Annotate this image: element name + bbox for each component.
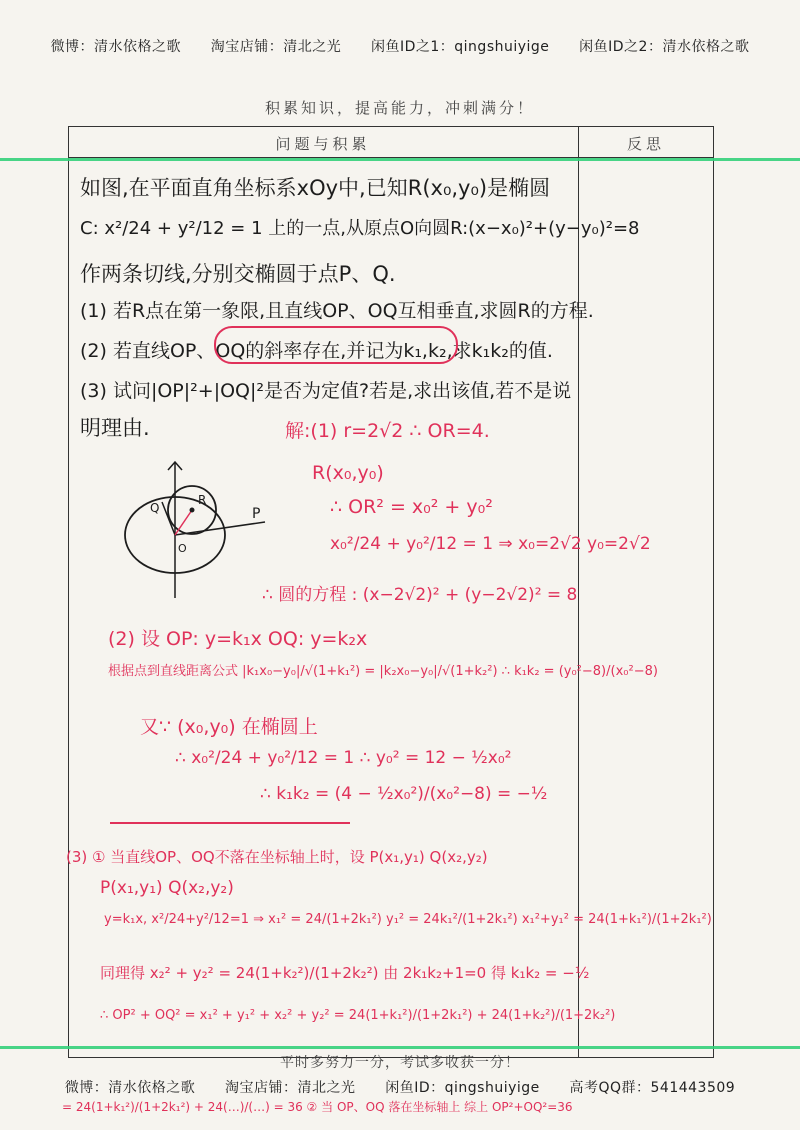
solution-line-4: x₀²/24 + y₀²/12 = 1 ⇒ x₀=2√2 y₀=2√2 xyxy=(330,534,651,554)
solution-line-14: 同理得 x₂² + y₂² = 24(1+k₂²)/(1+2k₂²) 由 2k₁k₂+1=0 得 k₁k₂ = −½ xyxy=(100,964,590,982)
green-highlight-line xyxy=(0,1046,800,1049)
solution-line-10: ∴ k₁k₂ = (4 − ½x₀²)/(x₀²−8) = −½ xyxy=(260,784,548,804)
solution-line-7: 根据点到直线距离公式 |k₁x₀−y₀|/√(1+k₁²) = |k₂x₀−y₀|/√(1+k₂²) ∴ k₁k₂ = (y₀²−8)/(x₀²−8) xyxy=(108,664,658,679)
solution-line-12: P(x₁,y₁) Q(x₂,y₂) xyxy=(100,878,234,898)
footer-motto: 平时多努力一分，考试多收获一分！ xyxy=(280,1055,520,1071)
problem-line-1: 如图,在平面直角坐标系xOy中,已知R(x₀,y₀)是椭圆 xyxy=(80,176,551,200)
problem-line-3: 作两条切线,分别交椭圆于点P、Q. xyxy=(80,262,396,286)
solution-line-5: ∴ 圆的方程 : (x−2√2)² + (y−2√2)² = 8 xyxy=(262,585,578,605)
label-p: P xyxy=(252,506,261,522)
label-r: R xyxy=(198,493,207,507)
solution-line-15: ∴ OP² + OQ² = x₁² + y₁² + x₂² + y₂² = 24(1+k₁²)/(1+2k₁²) + 24(1+k₂²)/(1+2k₂²) xyxy=(100,1008,616,1023)
column-header-reflection: 反思 xyxy=(626,135,665,153)
strikethrough-mark xyxy=(110,822,350,824)
label-q: Q xyxy=(150,501,160,515)
solution-line-2: R(x₀,y₀) xyxy=(312,462,384,484)
solution-line-11: (3) ① 当直线OP、OQ不落在坐标轴上时，设 P(x₁,y₁) Q(x₂,y₂) xyxy=(66,848,488,866)
solution-line-3: ∴ OR² = x₀² + y₀² xyxy=(330,496,493,518)
problem-line-2: C: x²/24 + y²/12 = 1 上的一点,从原点O向圆R:(x−x₀)²+(y−y₀)²=8 xyxy=(80,218,640,239)
highlight-ellipse xyxy=(214,326,458,364)
page-motto: 积累知识，提高能力，冲刺满分！ xyxy=(264,99,535,117)
table-header-row xyxy=(68,126,714,158)
problem-part-1: (1) 若R点在第一象限,且直线OP、OQ互相垂直,求圆R的方程. xyxy=(80,300,594,322)
solution-line-13: y=k₁x, x²/24+y²/12=1 ⇒ x₁² = 24/(1+2k₁²) y₁² = 24k₁²/(1+2k₁²) x₁²+y₁² = 24(1+k₁²)/(1+2k₁²) xyxy=(104,912,712,927)
green-highlight-line xyxy=(0,158,800,161)
column-header-problems: 问题与积累 xyxy=(275,135,371,153)
footer-line: 微博：清水依格之歌 淘宝店铺：清北之光 闲鱼ID：qingshuiyige 高考QQ群：541443509 xyxy=(64,1080,736,1096)
center-point-r xyxy=(190,508,195,513)
tangent-op xyxy=(175,522,265,535)
label-o: O xyxy=(178,542,187,555)
header-line: 微博：清水依格之歌 淘宝店铺：清北之光 闲鱼ID之1：qingshuiyige 闲鱼ID之2：清水依格之歌 xyxy=(50,39,750,55)
solution-line-1: 解:(1) r=2√2 ∴ OR=4. xyxy=(285,420,490,442)
solution-line-6: (2) 设 OP: y=k₁x OQ: y=k₂x xyxy=(108,628,368,650)
radius-line xyxy=(175,510,192,535)
solution-line-16: = 24(1+k₁²)/(1+2k₁²) + 24(…)/(…) = 36 ② 当 OP、OQ 落在坐标轴上 综上 OP²+OQ²=36 xyxy=(62,1100,573,1114)
problem-part-3: (3) 试问|OP|²+|OQ|²是否为定值?若是,求出该值,若不是说 xyxy=(80,380,572,402)
solution-line-9: ∴ x₀²/24 + y₀²/12 = 1 ∴ y₀² = 12 − ½x₀² xyxy=(175,748,512,768)
problem-part-2: (2) 若直线OP、OQ的斜率存在,并记为k₁,k₂,求k₁k₂的值. xyxy=(80,340,553,362)
problem-part-3-cont: 明理由. xyxy=(80,416,150,440)
ellipse-diagram xyxy=(120,460,270,600)
solution-line-8: 又∵ (x₀,y₀) 在椭圆上 xyxy=(140,716,318,738)
